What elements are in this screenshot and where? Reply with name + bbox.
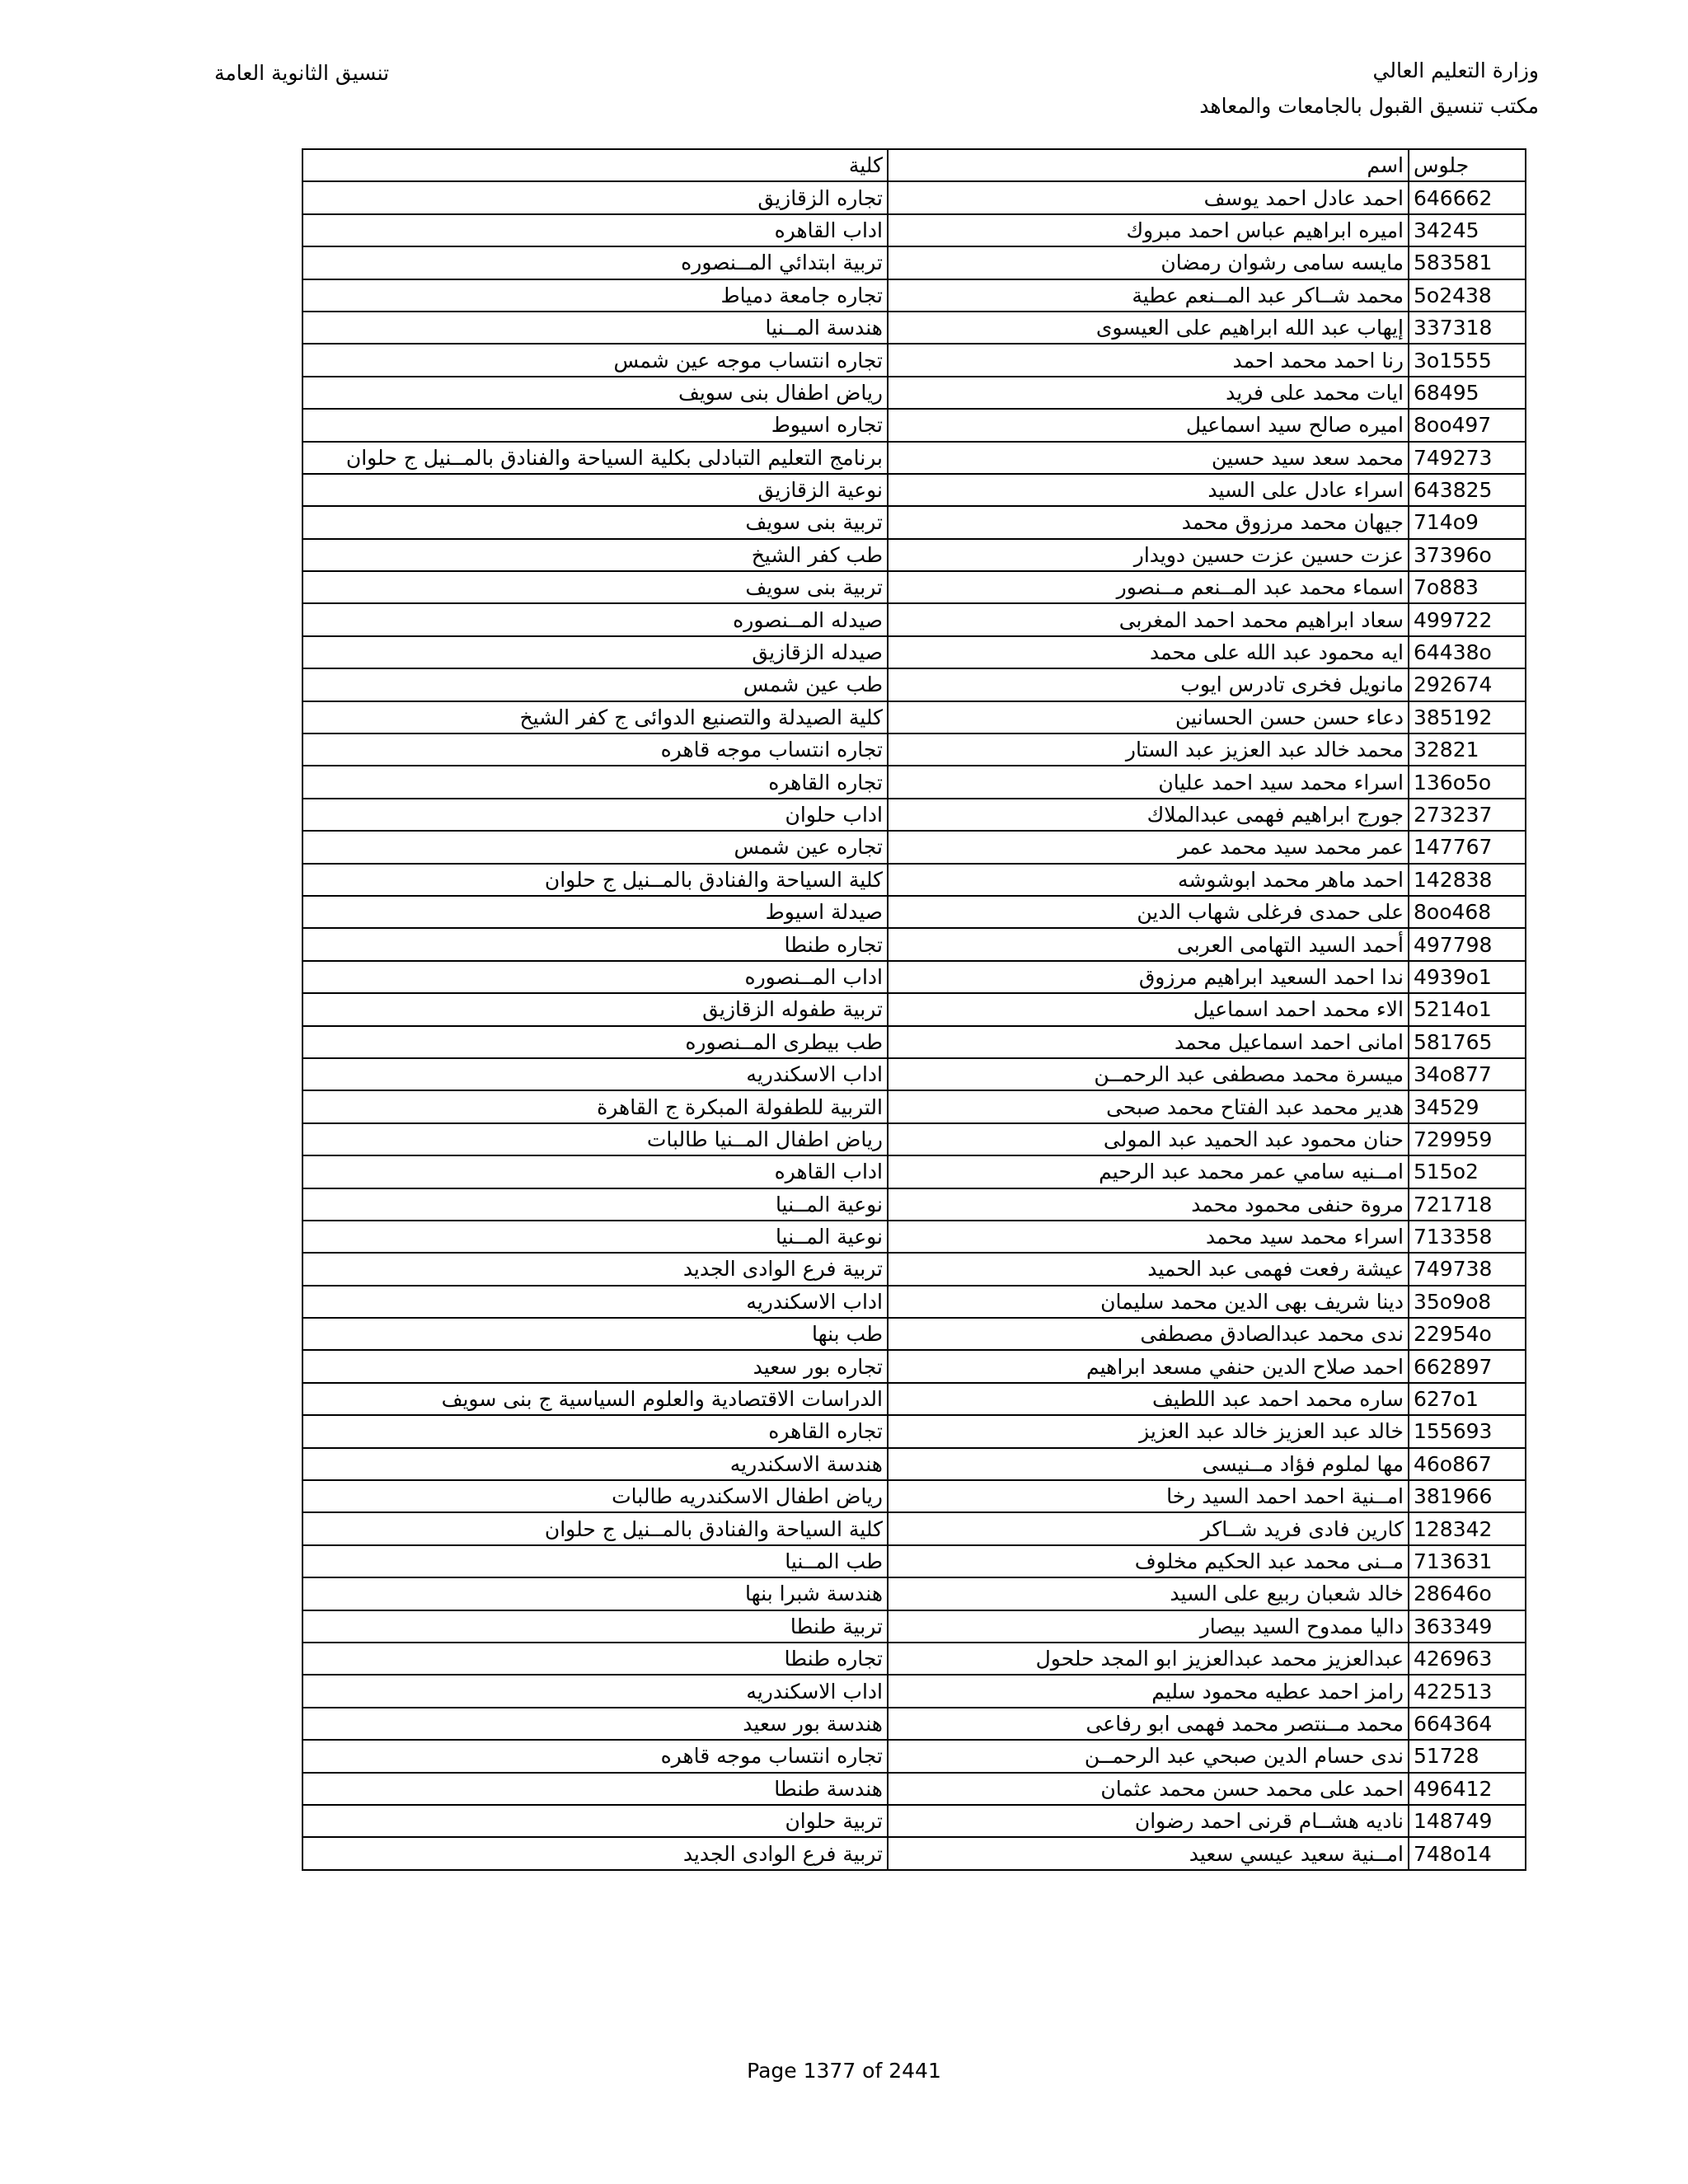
- faculty-cell: تجاره طنطا: [302, 928, 888, 960]
- faculty-cell: اداب الاسكندريه: [302, 1675, 888, 1707]
- seat-number-cell: 3o1555: [1409, 344, 1526, 376]
- student-name-cell: امــنيه سامي عمر محمد عبد الرحيم: [888, 1155, 1409, 1188]
- seat-number-cell: 721718: [1409, 1188, 1526, 1221]
- faculty-cell: تجاره الزقازيق: [302, 181, 888, 213]
- seat-number-cell: 643825: [1409, 474, 1526, 506]
- table-row: [302, 668, 1526, 701]
- student-name-cell: دينا شريف بهى الدين محمد سليمان: [888, 1286, 1409, 1318]
- student-name-cell: اميره ابراهيم عباس احمد مبروك: [888, 214, 1409, 246]
- student-name-cell: اسراء محمد سيد محمد: [888, 1221, 1409, 1253]
- table-row: [302, 506, 1526, 538]
- faculty-cell: تربية طفوله الزقازيق: [302, 993, 888, 1025]
- faculty-cell: هندسة شبرا بنها: [302, 1577, 888, 1610]
- student-name-cell: عزت حسين عزت حسين دويدار: [888, 539, 1409, 571]
- seat-number-cell: 748o14: [1409, 1837, 1526, 1869]
- faculty-cell: اداب القاهره: [302, 1155, 888, 1188]
- student-name-cell: عبدالعزيز محمد عبدالعزيز ابو المجد حلحول: [888, 1643, 1409, 1675]
- seat-number-cell: 713631: [1409, 1545, 1526, 1577]
- seat-number-cell: 4939o1: [1409, 961, 1526, 993]
- student-name-cell: ندى حسام الدين صبحي عبد الرحمــن: [888, 1740, 1409, 1772]
- seat-number-cell: 627o1: [1409, 1383, 1526, 1415]
- student-name-cell: احمد صلاح الدين حنفي مسعد ابراهيم: [888, 1350, 1409, 1382]
- student-name-cell: مانويل فخرى تادرس ايوب: [888, 668, 1409, 701]
- student-name-cell: أحمد السيد التهامى العربى: [888, 928, 1409, 960]
- table-row: [302, 1253, 1526, 1285]
- student-name-cell: اسراء عادل على السيد: [888, 474, 1409, 506]
- faculty-cell: صيدله المــنصوره: [302, 603, 888, 635]
- seat-number-cell: 381966: [1409, 1480, 1526, 1512]
- table-row: [302, 474, 1526, 506]
- seat-number-cell: 499722: [1409, 603, 1526, 635]
- student-name-cell: سعاد ابراهيم محمد احمد المغربى: [888, 603, 1409, 635]
- student-name-cell: رامز احمد عطيه محمود سليم: [888, 1675, 1409, 1707]
- coordination-title: تنسيق الثانوية العامة: [214, 61, 390, 85]
- student-name-cell: محمد شــاكر عبد المــنعم عطية: [888, 279, 1409, 312]
- faculty-cell: طب المــنيا: [302, 1545, 888, 1577]
- table-row: [302, 1026, 1526, 1058]
- faculty-cell: اداب المــنصوره: [302, 961, 888, 993]
- table-header-row: [302, 149, 1526, 181]
- table-row: [302, 636, 1526, 668]
- seat-number-cell: 147767: [1409, 831, 1526, 863]
- seat-number-cell: 664364: [1409, 1708, 1526, 1740]
- seat-number-cell: 515o2: [1409, 1155, 1526, 1188]
- table-row: [302, 377, 1526, 409]
- faculty-cell: طب كفر الشيخ: [302, 539, 888, 571]
- faculty-cell: تربية طنطا: [302, 1610, 888, 1643]
- faculty-cell: تجاره انتساب موجه قاهره: [302, 1740, 888, 1772]
- seat-number-cell: 8oo497: [1409, 409, 1526, 441]
- table-row: [302, 1383, 1526, 1415]
- student-name-cell: جورج ابراهيم فهمى عبدالملاك: [888, 799, 1409, 831]
- seat-number-cell: 583581: [1409, 246, 1526, 279]
- seat-number-cell: 22954o: [1409, 1318, 1526, 1350]
- faculty-cell: هندسة بور سعيد: [302, 1708, 888, 1740]
- seat-number-cell: 34o877: [1409, 1058, 1526, 1090]
- seat-number-cell: 68495: [1409, 377, 1526, 409]
- student-name-cell: الاء محمد احمد اسماعيل: [888, 993, 1409, 1025]
- student-name-cell: اميره صالح سيد اسماعيل: [888, 409, 1409, 441]
- table-row: [302, 1805, 1526, 1837]
- table-row: [302, 1123, 1526, 1155]
- table-row: [302, 1448, 1526, 1480]
- table-row: [302, 1512, 1526, 1544]
- student-name-cell: ساره محمد احمد عبد اللطيف: [888, 1383, 1409, 1415]
- table-row: [302, 571, 1526, 603]
- seat-number-cell: 749738: [1409, 1253, 1526, 1285]
- table-row: [302, 1643, 1526, 1675]
- faculty-cell: طب بنها: [302, 1318, 888, 1350]
- faculty-cell: برنامج التعليم التبادلى بكلية السياحة والفنادق بالمــنيل ج حلوان: [302, 442, 888, 474]
- ministry-title: وزارة التعليم العالي: [1372, 59, 1539, 82]
- student-name-cell: احمد على محمد حسن محمد عثمان: [888, 1773, 1409, 1805]
- seat-number-cell: 37396o: [1409, 539, 1526, 571]
- seat-number-cell: 749273: [1409, 442, 1526, 474]
- table-row: [302, 181, 1526, 213]
- table-row: [302, 1058, 1526, 1090]
- faculty-cell: تجاره انتساب موجه قاهره: [302, 733, 888, 766]
- table-row: [302, 733, 1526, 766]
- student-name-cell: محمد سعد سيد حسين: [888, 442, 1409, 474]
- faculty-cell: تجاره طنطا: [302, 1643, 888, 1675]
- faculty-cell: نوعية المــنيا: [302, 1221, 888, 1253]
- faculty-cell: نوعية المــنيا: [302, 1188, 888, 1221]
- student-name-cell: خالد عبد العزيز خالد عبد العزيز: [888, 1415, 1409, 1447]
- seat-number-cell: 292674: [1409, 668, 1526, 701]
- student-name-cell: على حمدى فرغلى شهاب الدين: [888, 896, 1409, 928]
- seat-number-cell: 662897: [1409, 1350, 1526, 1382]
- seat-number-cell: 422513: [1409, 1675, 1526, 1707]
- table-row: [302, 344, 1526, 376]
- faculty-cell: رياض اطفال المــنيا طالبات: [302, 1123, 888, 1155]
- table-row: [302, 1610, 1526, 1643]
- table-row: [302, 831, 1526, 863]
- table-row: [302, 1286, 1526, 1318]
- faculty-cell: هندسة الاسكندريه: [302, 1448, 888, 1480]
- table-row: [302, 1221, 1526, 1253]
- seat-number-cell: 34529: [1409, 1090, 1526, 1122]
- seat-number-cell: 155693: [1409, 1415, 1526, 1447]
- seat-number-cell: 128342: [1409, 1512, 1526, 1544]
- faculty-cell: تربية حلوان: [302, 1805, 888, 1837]
- seat-number-cell: 646662: [1409, 181, 1526, 213]
- seat-number-cell: 497798: [1409, 928, 1526, 960]
- student-name-cell: احمد عادل احمد يوسف: [888, 181, 1409, 213]
- faculty-cell: التربية للطفولة المبكرة ج القاهرة: [302, 1090, 888, 1122]
- faculty-cell: صيدله الزقازيق: [302, 636, 888, 668]
- seat-number-cell: 496412: [1409, 1773, 1526, 1805]
- table-row: [302, 1155, 1526, 1188]
- faculty-cell: تجاره جامعة دمياط: [302, 279, 888, 312]
- student-name-cell: ندى محمد عبدالصادق مصطفى: [888, 1318, 1409, 1350]
- student-name-cell: داليا ممدوح السيد بيصار: [888, 1610, 1409, 1643]
- table-row: [302, 603, 1526, 635]
- student-name-cell: محمد خالد عبد العزيز عبد الستار: [888, 733, 1409, 766]
- faculty-cell: هندسة طنطا: [302, 1773, 888, 1805]
- student-name-cell: اسماء محمد عبد المــنعم مــنصور: [888, 571, 1409, 603]
- table-row: [302, 1837, 1526, 1869]
- student-name-cell: ميسرة محمد مصطفى عبد الرحمــن: [888, 1058, 1409, 1090]
- student-name-cell: اسراء محمد سيد احمد عليان: [888, 766, 1409, 798]
- seat-number-cell: 581765: [1409, 1026, 1526, 1058]
- table-row: [302, 312, 1526, 344]
- student-name-cell: خالد شعبان ربيع على السيد: [888, 1577, 1409, 1610]
- office-title: مكتب تنسيق القبول بالجامعات والمعاهد: [1199, 94, 1539, 118]
- seat-number-cell: 5o2438: [1409, 279, 1526, 312]
- seat-number-cell: 34245: [1409, 214, 1526, 246]
- seat-number-cell: 337318: [1409, 312, 1526, 344]
- student-name-cell: هدير محمد عبد الفتاح محمد صبحى: [888, 1090, 1409, 1122]
- student-name-cell: ايات محمد على فريد: [888, 377, 1409, 409]
- student-name-cell: عمر محمد سيد محمد عمر: [888, 831, 1409, 863]
- table-row: [302, 1188, 1526, 1221]
- faculty-cell: هندسة المــنيا: [302, 312, 888, 344]
- table-row: [302, 928, 1526, 960]
- faculty-cell: طب عين شمس: [302, 668, 888, 701]
- seat-number-cell: 35o9o8: [1409, 1286, 1526, 1318]
- table-row: [302, 409, 1526, 441]
- faculty-cell: تجاره القاهره: [302, 766, 888, 798]
- table-row: [302, 961, 1526, 993]
- faculty-cell: اداب حلوان: [302, 799, 888, 831]
- seat-number-cell: 729959: [1409, 1123, 1526, 1155]
- seat-number-cell: 8oo468: [1409, 896, 1526, 928]
- student-name-cell: مــنى محمد عبد الحكيم مخلوف: [888, 1545, 1409, 1577]
- faculty-cell: اداب الاسكندريه: [302, 1058, 888, 1090]
- student-name-cell: دعاء حسن حسن الحسانين: [888, 701, 1409, 733]
- faculty-cell: تجاره عين شمس: [302, 831, 888, 863]
- faculty-cell: كلية الصيدلة والتصنيع الدوائى ج كفر الشيخ: [302, 701, 888, 733]
- faculty-cell: كلية السياحة والفنادق بالمــنيل ج حلوان: [302, 1512, 888, 1544]
- table-row: [302, 1675, 1526, 1707]
- faculty-cell: تجاره بور سعيد: [302, 1350, 888, 1382]
- student-name-cell: امــنية احمد احمد السيد رخا: [888, 1480, 1409, 1512]
- table-row: [302, 799, 1526, 831]
- faculty-cell: رياض اطفال بنى سويف: [302, 377, 888, 409]
- student-name-cell: ايه محمود عبد الله على محمد: [888, 636, 1409, 668]
- faculty-cell: كلية السياحة والفنادق بالمــنيل ج حلوان: [302, 864, 888, 896]
- table-row: [302, 993, 1526, 1025]
- table-row: [302, 214, 1526, 246]
- table-row: [302, 1318, 1526, 1350]
- faculty-cell: طب بيطرى المــنصوره: [302, 1026, 888, 1058]
- student-name-cell: جيهان محمد مرزوق محمد: [888, 506, 1409, 538]
- table-row: [302, 701, 1526, 733]
- column-header-faculty: كلية: [302, 149, 888, 181]
- faculty-cell: اداب القاهره: [302, 214, 888, 246]
- student-name-cell: ناديه هشــام قرنى احمد رضوان: [888, 1805, 1409, 1837]
- student-name-cell: كارين فادى فريد شــاكر: [888, 1512, 1409, 1544]
- table-row: [302, 1577, 1526, 1610]
- faculty-cell: نوعية الزقازيق: [302, 474, 888, 506]
- student-name-cell: عيشة رفعت فهمى عبد الحميد: [888, 1253, 1409, 1285]
- seat-number-cell: 64438o: [1409, 636, 1526, 668]
- faculty-cell: تجاره اسيوط: [302, 409, 888, 441]
- student-name-cell: مايسه سامى رشوان رمضان: [888, 246, 1409, 279]
- seat-number-cell: 713358: [1409, 1221, 1526, 1253]
- student-name-cell: احمد ماهر محمد ابوشوشه: [888, 864, 1409, 896]
- seat-number-cell: 5214o1: [1409, 993, 1526, 1025]
- table-row: [302, 1415, 1526, 1447]
- table-row: [302, 1480, 1526, 1512]
- table-row: [302, 1773, 1526, 1805]
- seat-number-cell: 273237: [1409, 799, 1526, 831]
- student-name-cell: إيهاب عبد الله ابراهيم على العيسوى: [888, 312, 1409, 344]
- seat-number-cell: 46o867: [1409, 1448, 1526, 1480]
- seat-number-cell: 136o5o: [1409, 766, 1526, 798]
- student-name-cell: مروة حنفى محمود محمد: [888, 1188, 1409, 1221]
- table-row: [302, 246, 1526, 279]
- table-row: [302, 279, 1526, 312]
- student-name-cell: ندا احمد السعيد ابراهيم مرزوق: [888, 961, 1409, 993]
- column-header-name: اسم: [888, 149, 1409, 181]
- faculty-cell: تربية فرع الوادى الجديد: [302, 1253, 888, 1285]
- faculty-cell: صيدلة اسيوط: [302, 896, 888, 928]
- table-row: [302, 1708, 1526, 1740]
- faculty-cell: تجاره انتساب موجه عين شمس: [302, 344, 888, 376]
- seat-number-cell: 32821: [1409, 733, 1526, 766]
- faculty-cell: الدراسات الاقتصادية والعلوم السياسية ج بنى سويف: [302, 1383, 888, 1415]
- faculty-cell: تربية ابتدائي المــنصوره: [302, 246, 888, 279]
- seat-number-cell: 363349: [1409, 1610, 1526, 1643]
- table-row: [302, 896, 1526, 928]
- faculty-cell: تجاره القاهره: [302, 1415, 888, 1447]
- table-row: [302, 442, 1526, 474]
- student-name-cell: مها لملوم فؤاد مــنيسى: [888, 1448, 1409, 1480]
- faculty-cell: تربية بنى سويف: [302, 571, 888, 603]
- seat-number-cell: 714o9: [1409, 506, 1526, 538]
- faculty-cell: تربية فرع الوادى الجديد: [302, 1837, 888, 1869]
- faculty-cell: رياض اطفال الاسكندريه طالبات: [302, 1480, 888, 1512]
- faculty-cell: تربية بنى سويف: [302, 506, 888, 538]
- seat-number-cell: 142838: [1409, 864, 1526, 896]
- table-row: [302, 1545, 1526, 1577]
- table-row: [302, 864, 1526, 896]
- column-header-seat: جلوس: [1409, 149, 1526, 181]
- student-name-cell: حنان محمود عبد الحميد عبد المولى: [888, 1123, 1409, 1155]
- seat-number-cell: 426963: [1409, 1643, 1526, 1675]
- seat-number-cell: 385192: [1409, 701, 1526, 733]
- table-row: [302, 1740, 1526, 1772]
- table-row: [302, 766, 1526, 798]
- table-row: [302, 1350, 1526, 1382]
- table-row: [302, 1090, 1526, 1122]
- admissions-table: [302, 148, 1526, 1871]
- student-name-cell: رنا احمد محمد احمد: [888, 344, 1409, 376]
- student-name-cell: امانى احمد اسماعيل محمد: [888, 1026, 1409, 1058]
- seat-number-cell: 51728: [1409, 1740, 1526, 1772]
- student-name-cell: محمد مــنتصر محمد فهمى ابو رفاعى: [888, 1708, 1409, 1740]
- table-row: [302, 539, 1526, 571]
- seat-number-cell: 148749: [1409, 1805, 1526, 1837]
- seat-number-cell: 7o883: [1409, 571, 1526, 603]
- student-name-cell: امــنية سعيد عيسي سعيد: [888, 1837, 1409, 1869]
- faculty-cell: اداب الاسكندريه: [302, 1286, 888, 1318]
- page-number: Page 1377 of 2441: [747, 2059, 941, 2083]
- seat-number-cell: 28646o: [1409, 1577, 1526, 1610]
